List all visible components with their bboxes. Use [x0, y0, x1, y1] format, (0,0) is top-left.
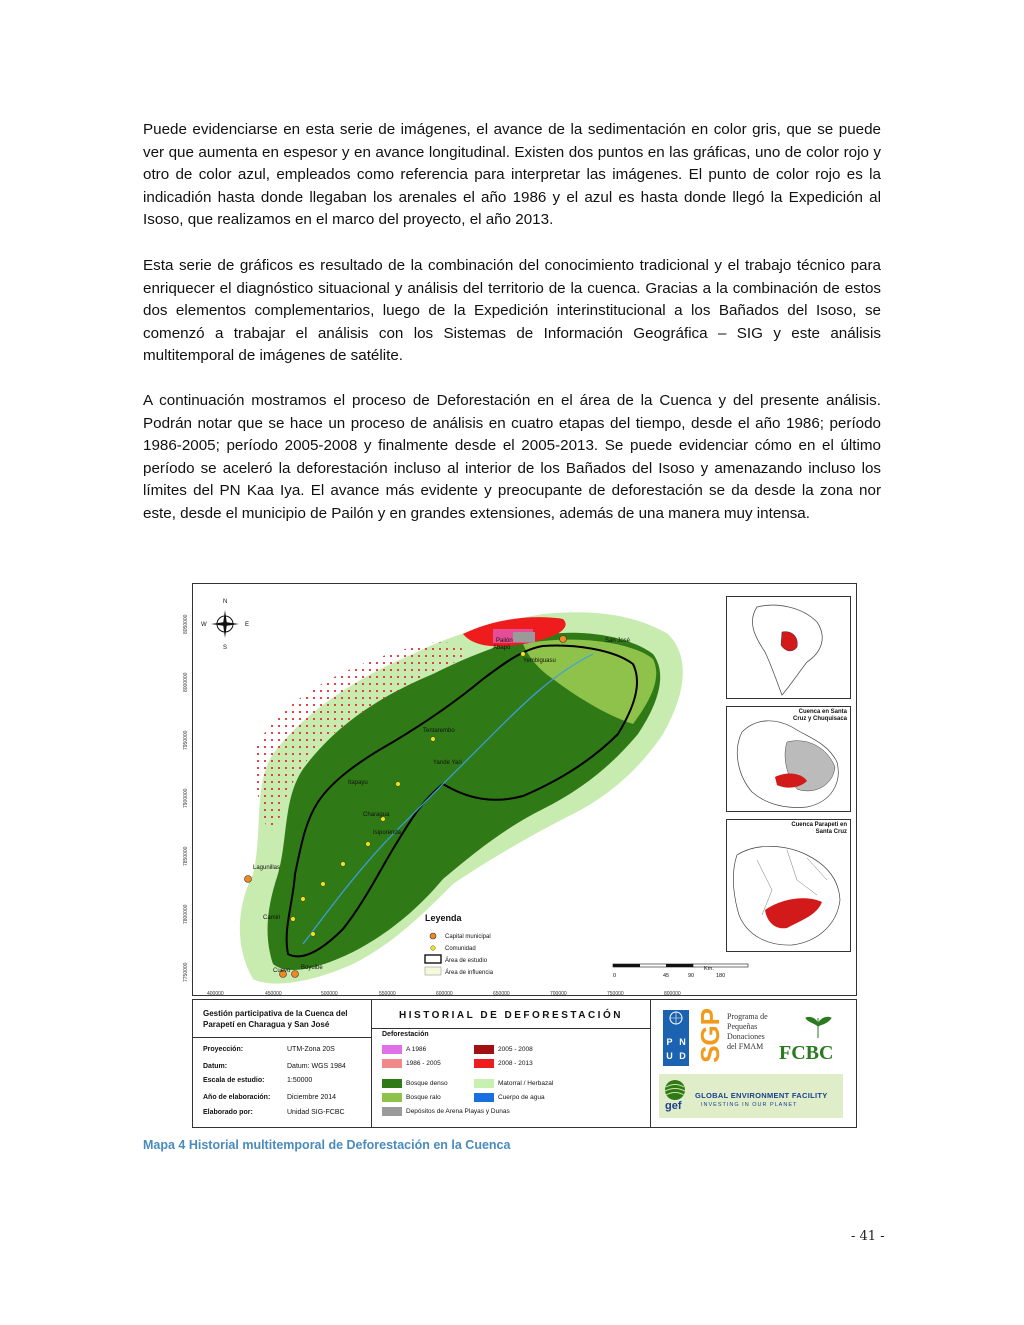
y-tick: 7800000: [183, 904, 189, 924]
community-marker: [431, 737, 436, 742]
x-tick: 750000: [607, 991, 624, 997]
inset-label: Cuenca en Santa Cruz y Chuquisaca: [792, 709, 847, 722]
scale-label: 90: [688, 973, 695, 979]
swatch-label: Depósitos de Arena Playas y Dunas: [406, 1108, 510, 1115]
swatch-1986-2005: [382, 1059, 402, 1068]
fcbc-leaf-icon: [803, 1012, 833, 1038]
place-label: Lagunillas: [253, 865, 281, 871]
page-number: - 41 -: [851, 1229, 885, 1244]
swatch-sand-deposits: [382, 1107, 402, 1116]
inset-parapeti-santa-cruz: [726, 819, 851, 952]
sediment-patch: [513, 632, 535, 642]
community-marker: [341, 862, 346, 867]
community-marker: [521, 652, 526, 657]
scale-label: 45: [663, 973, 670, 979]
deforestation-map-figure: [183, 583, 857, 1128]
gef-banner: [659, 1074, 843, 1118]
un-emblem-icon: [663, 1010, 689, 1026]
place-label: Charagua: [363, 812, 390, 818]
map-frame: [183, 583, 857, 997]
undp-letter: P: [666, 1037, 673, 1047]
legend-community-symbol: [431, 946, 436, 951]
y-tick: 7850000: [183, 846, 189, 866]
swatch-2005-2008: [474, 1045, 494, 1054]
meta-key: Proyección:: [203, 1046, 244, 1053]
scale-label: 0: [613, 973, 617, 979]
meta-value: Unidad SIG-FCBC: [287, 1109, 345, 1116]
x-tick: 550000: [379, 991, 396, 997]
swatch-dense-forest: [382, 1079, 402, 1088]
project-title: Gestión participativa de la Cuenca del Parapetí en Charagua y San José: [203, 1009, 348, 1029]
legend-item: Comunidad: [445, 946, 476, 952]
map-title-block: [192, 999, 857, 1128]
community-marker: [301, 897, 306, 902]
santa-cruz-shape: [733, 846, 840, 945]
main-map: [183, 584, 726, 997]
community-marker: [321, 882, 326, 887]
compass-w: W: [201, 622, 207, 628]
place-label: Pailón: [496, 638, 513, 644]
compass-n: N: [223, 599, 228, 605]
compass-needle: [211, 610, 239, 638]
x-tick: 450000: [265, 991, 282, 997]
swatch-label: 2008 - 2013: [498, 1060, 533, 1067]
place-label: Tentarembo: [423, 728, 455, 734]
scale-segment: [666, 964, 693, 967]
scale-segment: [693, 964, 748, 967]
meta-value: Diciembre 2014: [287, 1094, 337, 1101]
swatch-label: 2005 - 2008: [498, 1046, 533, 1053]
capital-marker: [292, 971, 299, 978]
legend-item: Área de estudio: [445, 958, 488, 964]
swatch-sparse-forest: [382, 1093, 402, 1102]
swatch-shrubland: [474, 1079, 494, 1088]
community-marker: [291, 917, 296, 922]
map-legend: [425, 913, 494, 976]
community-marker: [311, 932, 316, 937]
capital-marker: [560, 636, 567, 643]
swatch-label: Cuerpo de agua: [498, 1094, 545, 1101]
gef-logo-subtext: INVESTING IN OUR PLANET: [701, 1102, 798, 1108]
meta-value: 1:50000: [287, 1077, 313, 1084]
legend-item: Área de influencia: [445, 970, 494, 976]
place-label: Cuevo: [273, 968, 291, 974]
x-tick: 500000: [321, 991, 338, 997]
legend-influence-symbol: [425, 967, 441, 975]
undp-letter: U: [666, 1051, 673, 1061]
meta-value: UTM-Zona 20S: [287, 1046, 335, 1053]
deforestation-history-legend: [372, 1000, 651, 1127]
y-tick: 8050000: [183, 614, 189, 634]
swatch-a1986: [382, 1045, 402, 1054]
x-tick: 650000: [493, 991, 510, 997]
scale-bar: [613, 964, 748, 979]
y-tick: 7950000: [183, 730, 189, 750]
x-tick: 800000: [664, 991, 681, 997]
gef-logo-text: GLOBAL ENVIRONMENT FACILITY: [695, 1091, 828, 1100]
swatch-2008-2013: [474, 1059, 494, 1068]
capital-marker: [245, 876, 252, 883]
sgp-logo-text: Programa de Pequeñas Donaciones del FMAM: [727, 1012, 768, 1051]
fcbc-logo: FCBC: [779, 1042, 834, 1064]
place-label: Abapó: [493, 645, 511, 651]
y-tick: 8000000: [183, 672, 189, 692]
paragraph-2: Esta serie de gráficos es resultado de la combinación del conocimiento tradicional y el trabajo técnico para enriquecer el diagnóstico situacional y análisis del territorio de la cuenca. Gracias a la combinación de estos dos elementos complementarios, luego de la Expedición interinstitucional a los Bañados del Isoso, se comenzó a trabajar el análisis con los Sistemas de Información Geográfica – SIG y este análisis multitemporal de imágenes de satélite.: [143, 257, 881, 365]
meta-key: Elaborado por:: [203, 1109, 253, 1116]
paragraph-3: A continuación mostramos el proceso de Deforestación en el área de la Cuenca y del presente análisis. Podrán notar que se hace un proceso de análisis en cuatro etapas del tiempo, desde el año 1986; período 1986-2005; período 2005-2008 y finalmente desde el 2005-2013. Se puede evidenciar cómo en el último período se aceleró la deforestación incluso al interior de los Bañados del Isoso y amenazando incluso los límites del PN Kaa Iya. El avance más evidente y preocupante de deforestación se da desde la zona nor este, desde el municipio de Pailón y en grandes extensiones, además de una manera muy intensa.: [143, 392, 881, 522]
swatch-label: Bosque ralo: [406, 1094, 441, 1101]
project-info: [193, 1000, 372, 1127]
south-america-silhouette: [727, 597, 850, 698]
place-label: Itapayu: [348, 780, 368, 786]
x-tick: 600000: [436, 991, 453, 997]
scale-segment: [613, 964, 640, 967]
legend-study-area-symbol: [425, 955, 441, 963]
y-tick: 7900000: [183, 788, 189, 808]
swatch-label: A 1986: [406, 1046, 427, 1053]
undp-logo: [663, 1010, 689, 1066]
history-title: HISTORIAL DE DEFORESTACIÓN: [372, 1006, 650, 1029]
compass-e: E: [245, 622, 250, 628]
paragraph-1: Puede evidenciarse en esta serie de imágenes, el avance de la sedimentación en color gris, que se puede ver que aumenta en espesor y en avance longitudinal. Existen dos puntos en las gráficas, uno de color rojo y otro de color azul, empleados como referencia para interpretar las imágenes. El punto de color rojo es la indicadión hasta donde llegaban los arenales el año 1986 y el azul es hasta donde llegó la Expedición al Isoso, que realizamos en el marco del proyecto, el año 2013.: [143, 121, 881, 229]
meta-key: Escala de estudio:: [203, 1077, 265, 1084]
scale-label: 180: [716, 973, 726, 979]
deforestation-heading: Deforestación: [382, 1031, 429, 1038]
place-label: Isiporenda: [373, 830, 402, 836]
swatch-water: [474, 1093, 494, 1102]
compass-s: S: [223, 645, 228, 651]
x-tick: 700000: [550, 991, 567, 997]
place-label: San José: [605, 638, 631, 644]
meta-value: Datum: WGS 1984: [287, 1063, 346, 1070]
gef-logo: gef: [665, 1100, 682, 1112]
community-marker: [366, 842, 371, 847]
y-tick: 7750000: [183, 962, 189, 982]
compass-rose: [201, 599, 249, 651]
swatch-label: Bosque denso: [406, 1080, 448, 1087]
legend-capital-symbol: [430, 933, 436, 939]
community-marker: [396, 782, 401, 787]
inset-label: Cuenca Parapeti en Santa Cruz: [791, 822, 847, 835]
inset-santa-cruz-chuquisaca: [726, 706, 851, 812]
place-label: Yembiguasu: [523, 658, 556, 664]
swatch-label: 1986 - 2005: [406, 1060, 441, 1067]
undp-letter: N: [679, 1037, 686, 1047]
inset-south-america: [726, 596, 851, 699]
sgp-logo: SGP: [695, 1008, 725, 1063]
place-label: Yande Yari: [433, 760, 462, 766]
place-label: Camiri: [263, 915, 281, 921]
swatch-label: Matorral / Herbazal: [498, 1080, 554, 1087]
figure-caption: Mapa 4 Historial multitemporal de Deforestación en la Cuenca: [143, 1138, 511, 1152]
legend-item: Capital municipal: [445, 934, 491, 940]
logo-area: [651, 1000, 856, 1127]
gef-globe-icon: [663, 1078, 687, 1102]
scale-unit: Km.: [704, 966, 714, 972]
undp-letter: D: [679, 1051, 686, 1061]
meta-key: Año de elaboración:: [203, 1094, 271, 1101]
place-label: Boyuibe: [301, 965, 323, 971]
legend-title: Leyenda: [425, 913, 462, 923]
santa-cruz-map: [727, 820, 850, 951]
meta-key: Datum:: [203, 1063, 228, 1070]
x-tick: 400000: [207, 991, 224, 997]
